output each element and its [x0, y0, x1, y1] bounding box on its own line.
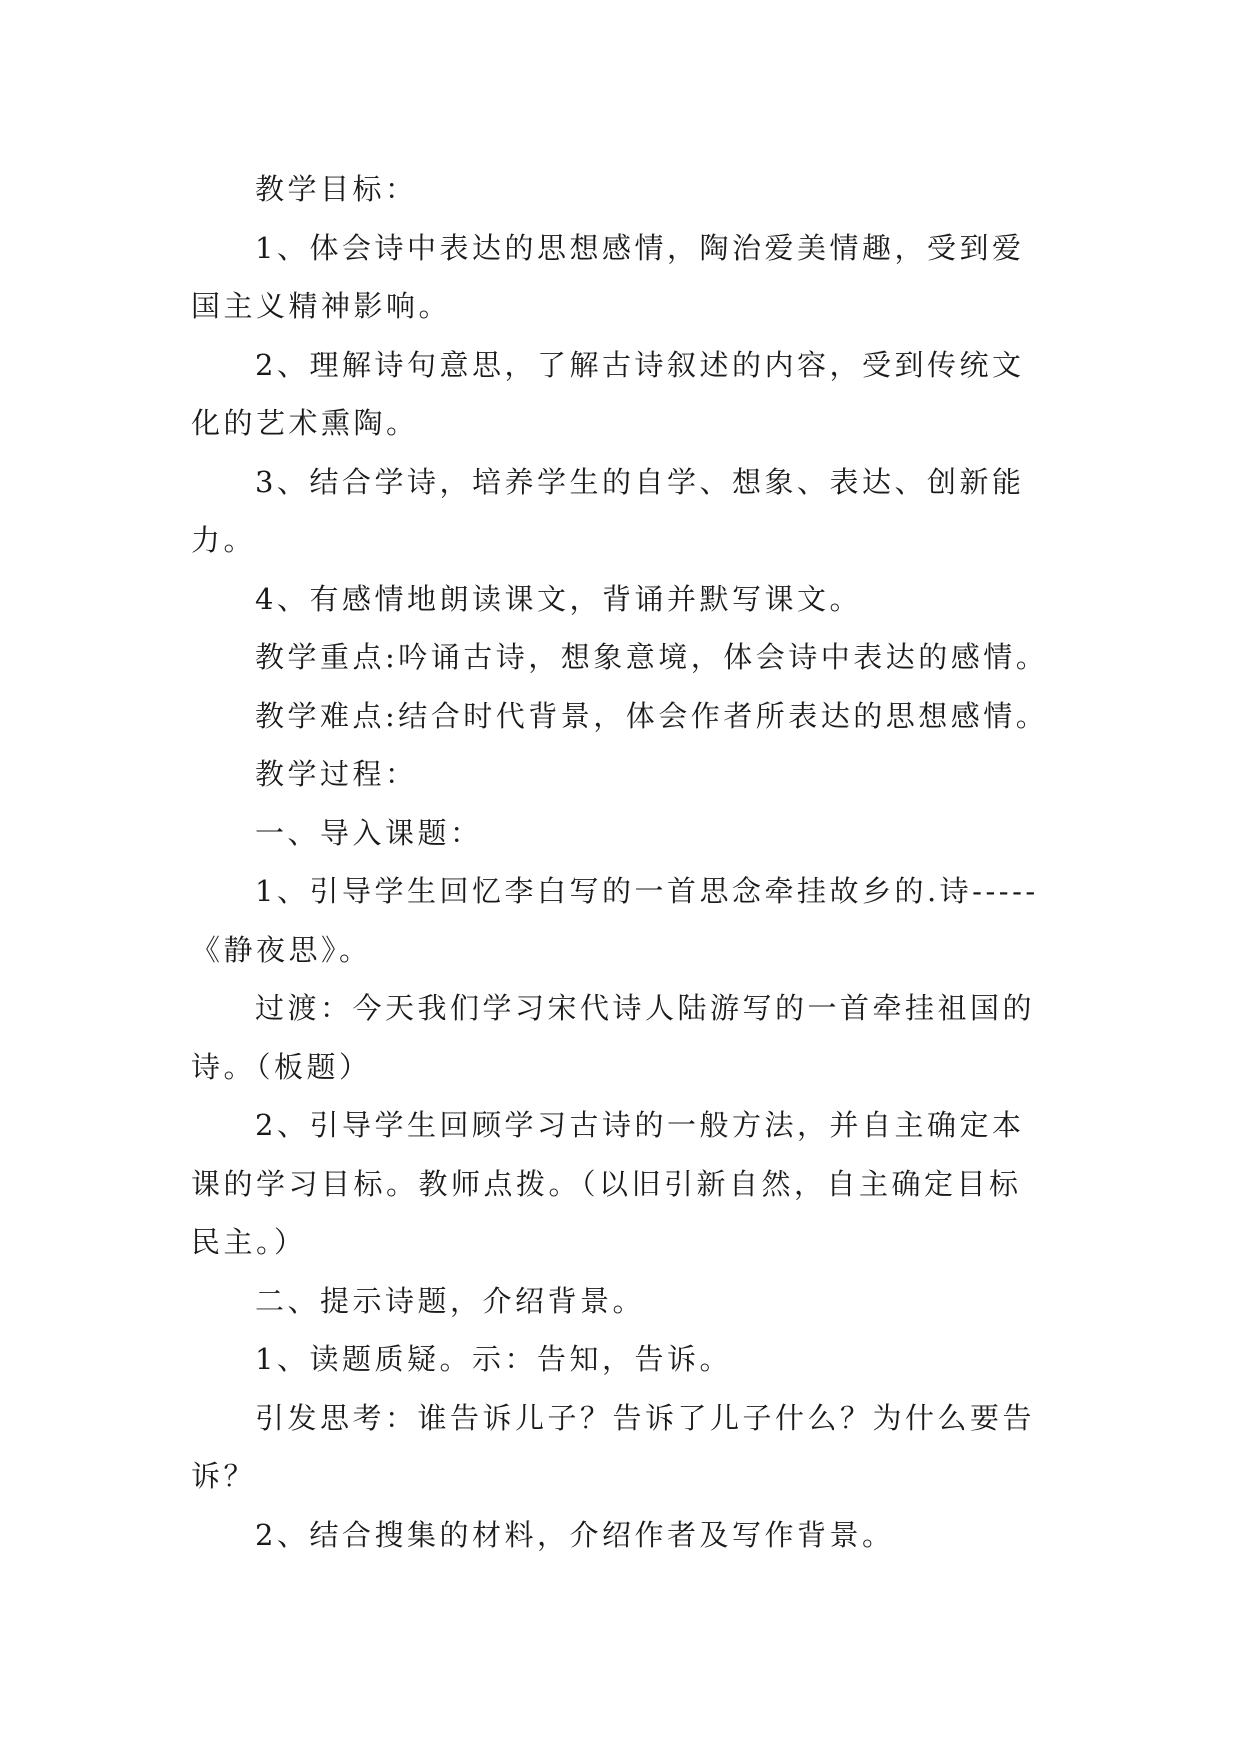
section-1-heading: 一、导入课题： [255, 815, 483, 850]
heading-teaching-process: 教学过程： [255, 757, 418, 791]
goal-item-3: 3、结合学诗，培养学生的自学、想象、表达、创新能力。 [191, 464, 1025, 557]
heading-teaching-goals: 教学目标： [255, 172, 418, 206]
section-1-item-2: 2、引导学生回顾学习古诗的一般方法，并自主确定本课的学习目标。教师点拨。（以旧引新自然，自主确定目标民主。） [191, 1108, 1025, 1259]
section-2-heading: 二、提示诗题，介绍背景。 [255, 1283, 646, 1318]
goal-item-1: 1、体会诗中表达的思想感情，陶治爱美情趣，受到爱国主义精神影响。 [191, 230, 1025, 323]
section-2-item-2: 2、结合搜集的材料，介绍作者及写作背景。 [255, 1517, 895, 1552]
teaching-difficulty: 教学难点:结合时代背景，体会作者所表达的思想感情。 [255, 698, 1049, 733]
thinking-prompt: 引发思考：谁告诉儿子？告诉了儿子什么？为什么要告诉？ [191, 1400, 1036, 1493]
section-1-item-1: 1、引导学生回忆李白写的一首思念牵挂故乡的.诗-----《静夜思》。 [191, 874, 1039, 967]
teaching-focus: 教学重点:吟诵古诗，想象意境，体会诗中表达的感情。 [255, 640, 1049, 674]
transition-paragraph: 过渡：今天我们学习宋代诗人陆游写的一首牵挂祖国的诗。（板题） [191, 991, 1036, 1084]
section-2-item-1: 1、读题质疑。示：告知，告诉。 [255, 1342, 732, 1376]
document-body [191, 160, 1053, 1564]
goal-item-2: 2、理解诗句意思，了解古诗叙述的内容，受到传统文化的艺术熏陶。 [191, 347, 1025, 440]
goal-item-4: 4、有感情地朗读课文，背诵并默写课文。 [255, 581, 862, 616]
